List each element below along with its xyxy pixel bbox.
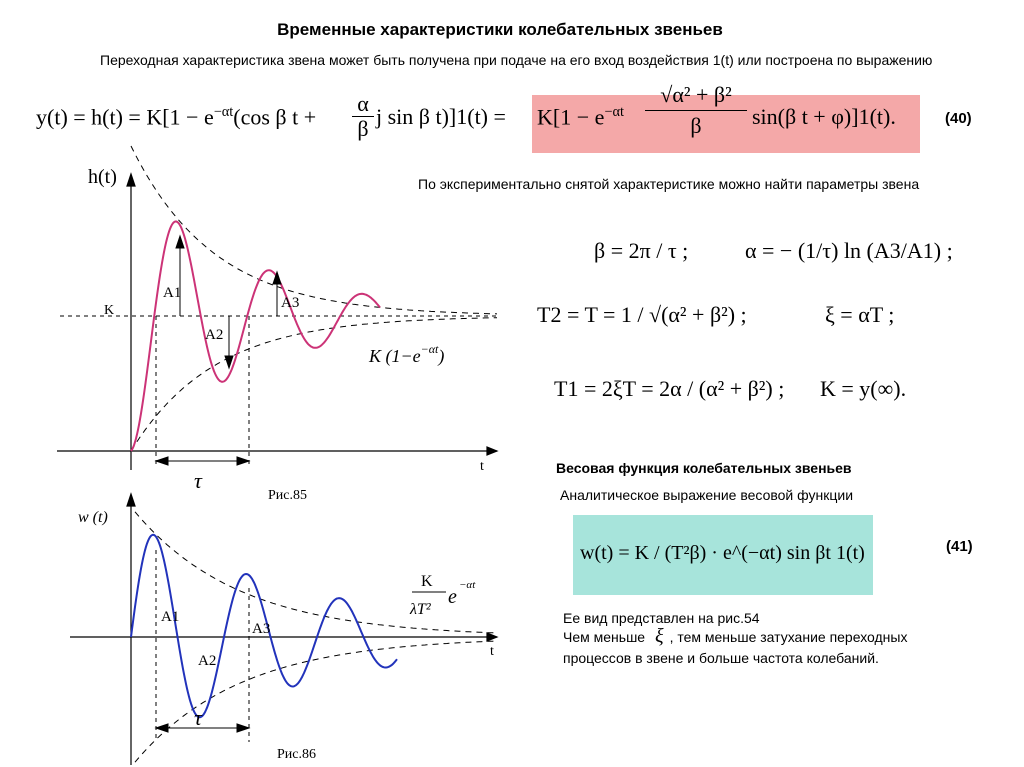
fig85-y-arrow bbox=[127, 174, 135, 186]
fig85-tau-left-head bbox=[156, 457, 168, 465]
fig86-envelope-exp: −αt bbox=[459, 579, 476, 591]
fig85-y-label: h(t) bbox=[88, 166, 117, 188]
fig85-response-curve bbox=[131, 221, 380, 451]
fig85-axes bbox=[57, 174, 497, 470]
eq41-formula: w(t) = K / (T²β) · e^(−αt) sin βt 1(t) bbox=[580, 542, 865, 564]
fig86-tau-left-head bbox=[156, 724, 168, 732]
fig85-lower-envelope bbox=[131, 318, 497, 451]
eq40-left-end: j sin β t)]1(t) = bbox=[376, 104, 506, 129]
fig85-a2-arrowhead bbox=[225, 356, 233, 368]
bottom-line-3: процессов в звене и больше частота колебаний. bbox=[563, 650, 879, 666]
fig85-envelope-label: K $(1-e^{-\alpha t})$ bbox=[369, 342, 445, 366]
fig85-tau-right-head bbox=[237, 457, 249, 465]
fig86-lower-envelope bbox=[135, 641, 497, 762]
fig85-t-label: t bbox=[480, 459, 484, 474]
fig86-envelope-num: K bbox=[421, 573, 433, 590]
fig85-caption: Рис.85 bbox=[268, 488, 307, 503]
formula-t2: T2 = T = 1 / √(α² + β²) ; bbox=[537, 302, 747, 327]
fig85-a3-label: A3 bbox=[281, 295, 300, 311]
fig85-a2-label: A2 bbox=[205, 327, 224, 343]
eq40-frac: α β bbox=[352, 92, 374, 141]
formula-t1: T1 = 2ξT = 2α / (α² + β²) ; bbox=[554, 376, 785, 401]
fig85-a1-arrowhead bbox=[176, 236, 184, 248]
fig86-t-label: t bbox=[490, 644, 494, 659]
formula-alpha: α = − (1/τ) ln (A3/A1) ; bbox=[745, 238, 953, 263]
fig85-guides bbox=[156, 316, 249, 465]
bottom-line-1: Ее вид представлен на рис.54 bbox=[563, 610, 760, 626]
eq41-number: (41) bbox=[946, 538, 973, 555]
formula-k: K = y(∞). bbox=[820, 376, 907, 401]
bottom-line-2: Чем меньше ξ , тем меньше затухание переходных bbox=[563, 625, 908, 647]
fig86-guides bbox=[156, 550, 249, 742]
intro-paragraph: Переходная характеристика звена может быть получена при подаче на его вход воздействия 1(t) или построена по выражению bbox=[100, 52, 933, 68]
fig86-x-arrow bbox=[487, 633, 497, 641]
eq40-right-pre: $K[1 - e^{-\alpha t}$ bbox=[537, 104, 624, 130]
fig86-a2-label: A2 bbox=[198, 653, 217, 669]
fig86-tau-label: τ bbox=[194, 705, 202, 730]
fig86-envelope-e: e bbox=[448, 586, 457, 608]
fig86-envelope-den: λT² bbox=[410, 601, 431, 618]
weight-subheading: Аналитическое выражение весовой функции bbox=[560, 487, 854, 503]
fig86-caption: Рис.86 bbox=[277, 747, 316, 762]
fig85-upper-envelope bbox=[131, 146, 497, 314]
fig86-a3-label: A3 bbox=[252, 621, 271, 637]
xi-symbol: ξ bbox=[654, 625, 664, 647]
eq40-left: $y(t) = h(t) = K[1 - e^{-\alpha t}(\cos$ β t + bbox=[36, 104, 317, 130]
fig86-y-arrow bbox=[127, 494, 135, 506]
fig86-envelope-label bbox=[409, 573, 476, 618]
fig85-k-label: K bbox=[104, 303, 115, 318]
fig86-y-label: w (t) bbox=[78, 509, 108, 526]
eq40-right-end: sin(β t + φ)]1(t). bbox=[752, 104, 896, 129]
eq40-right-frac: √α² + β² β bbox=[645, 80, 747, 141]
fig85-x-arrow bbox=[487, 447, 497, 455]
formula-xi: ξ = αT ; bbox=[825, 302, 895, 327]
fig85-tau-label: τ bbox=[194, 468, 202, 493]
fig85-amplitude-arrows bbox=[156, 236, 281, 465]
fig86-upper-envelope bbox=[135, 512, 497, 633]
eq40-number: (40) bbox=[945, 110, 972, 127]
weight-heading: Весовая функция колебательных звеньев bbox=[556, 460, 852, 476]
formula-beta: β = 2π / τ ; bbox=[594, 238, 689, 263]
fig86-tau-right-head bbox=[237, 724, 249, 732]
fig85-a1-label: A1 bbox=[163, 285, 182, 301]
params-paragraph: По экспериментально снятой характеристике можно найти параметры звена bbox=[418, 176, 920, 192]
fig86-a1-label: A1 bbox=[161, 609, 180, 625]
page-title: Временные характеристики колебательных звеньев bbox=[277, 20, 723, 39]
fig86-amplitude-arrows bbox=[156, 724, 249, 732]
